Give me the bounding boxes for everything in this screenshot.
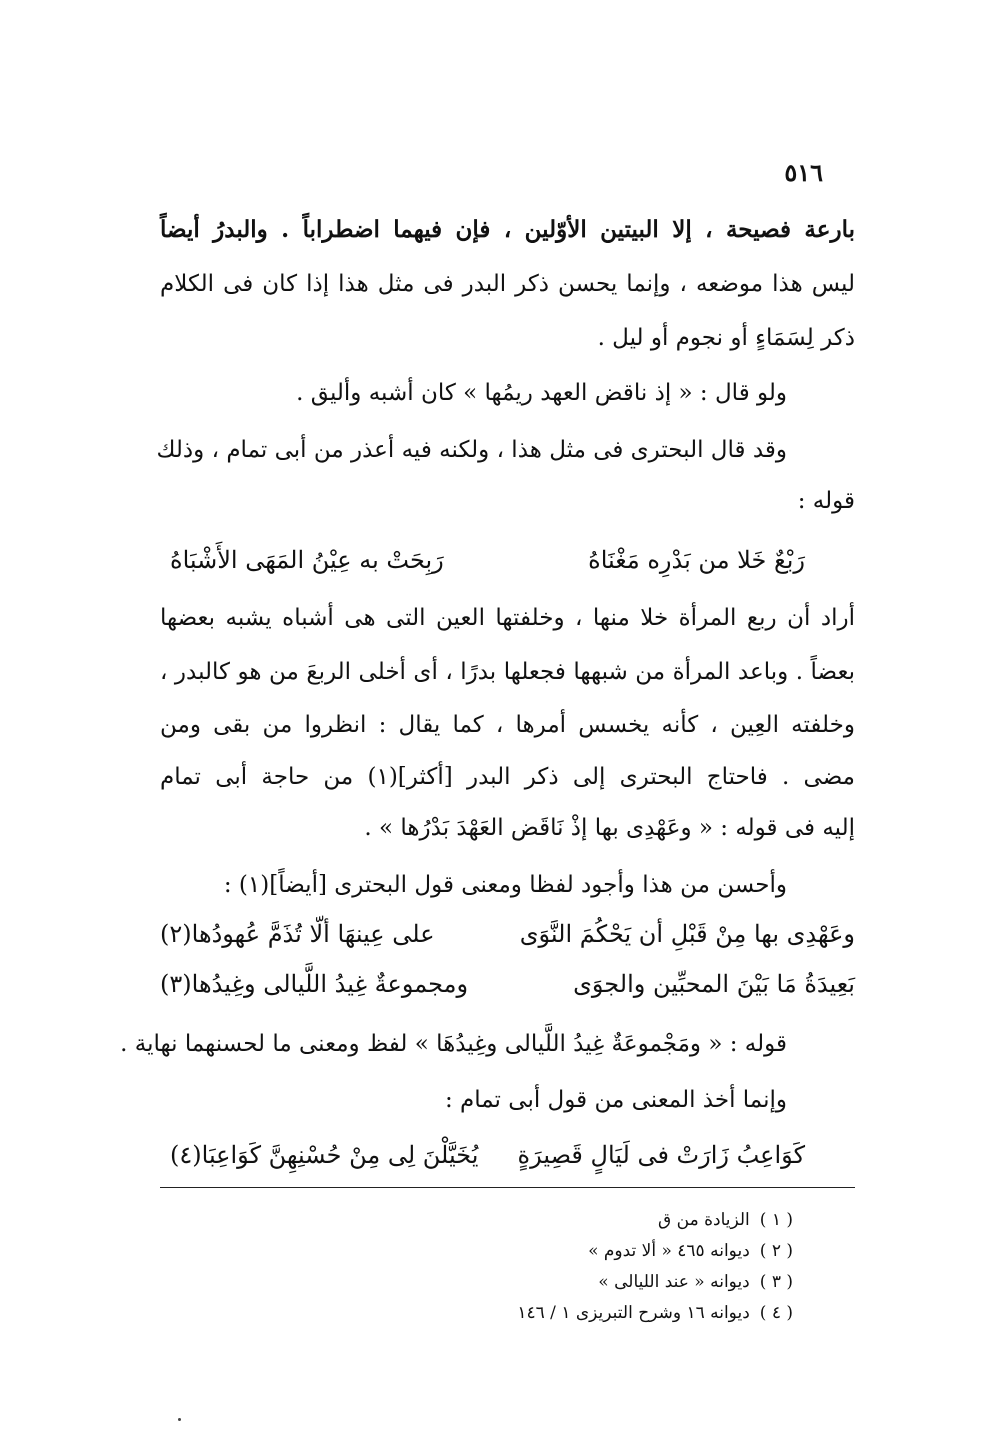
paragraph-3-line-1: وقد قال البحترى فى مثل هذا ، ولكنه فيه أعذر من أبى تمام ، وذلك	[156, 437, 787, 463]
footnote-1-text: الزيادة من ق	[658, 1210, 750, 1230]
verse-1-second-hemistich: رَبِحَتْ به عِيْنُ المَهَى الأَشْبَاهُ	[170, 546, 444, 574]
page-number: ٥١٦	[784, 158, 823, 187]
paragraph-1-line-3: ذكر لِسَمَاءٍ أو نجوم أو ليل .	[597, 325, 855, 351]
footnote-1-number: ( ١ )	[759, 1210, 793, 1230]
footnote-4-text: ديوانه ١٦ وشرح التبريزى ١ / ١٤٦	[517, 1303, 750, 1323]
paragraph-2: ولو قال : « إذ ناقض العهد ريمُها » كان أشبه وأليق .	[296, 380, 787, 406]
paragraph-4-line-5: إليه فى قوله : « وعَهْدِى بها إذْ نَاقَض العَهْدَ بَدْرُها » .	[364, 815, 855, 841]
footnote-separator	[160, 1187, 855, 1188]
footnote-3	[598, 1269, 793, 1295]
paragraph-6-line-1: قوله : « ومَجْموعَةٌ غِيدُ اللَّيالى وغِيدُهَا » لفظ ومعنى ما لحسنهما نهاية .	[120, 1031, 787, 1057]
verse-3-second-hemistich: ومجموعةٌ غِيدُ اللَّيالى وغِيدُها(٣)	[160, 970, 469, 998]
footnote-4	[517, 1300, 793, 1326]
footnote-2-text: ديوانه ٤٦٥ « ألا تدوم »	[588, 1241, 750, 1261]
verse-2	[160, 914, 855, 954]
verse-2-first-hemistich: وعَهْدِى بها مِنْ قَبْلِ أن يَحْكُمَ النَّوَى	[519, 920, 855, 948]
verse-3	[160, 964, 855, 1004]
paragraph-1-line-1: بارعة فصيحة ، إلا البيتين الأوّلين ، فإن فيهما اضطراباً . والبدرُ أيضاً	[160, 216, 855, 243]
footnote-3-text: ديوانه « عند الليالى »	[598, 1272, 750, 1292]
footnote-1	[658, 1207, 793, 1233]
footnote-3-number: ( ٣ )	[759, 1272, 793, 1292]
verse-1-first-hemistich: رَبْعٌ خَلا من بَدْرِه مَغْنَاهُ	[588, 546, 805, 574]
footnote-2	[588, 1238, 793, 1264]
verse-4-second-hemistich: يُخَيَّلْنَ لِى مِنْ حُسْنِهِنَّ كَوَاعِبَا(٤)	[170, 1141, 479, 1169]
verse-1	[160, 540, 855, 580]
verse-4-first-hemistich: كَوَاعِبُ زَارَتْ فى لَيَالٍ قَصِيرَةٍ	[517, 1141, 805, 1169]
scan-speck	[178, 1418, 181, 1421]
paragraph-3-line-2: قوله :	[797, 488, 855, 514]
footnote-4-number: ( ٤ )	[759, 1303, 793, 1323]
paragraph-1-line-2: ليس هذا موضعه ، وإنما يحسن ذكر البدر فى مثل هذا إذا كان فى الكلام	[160, 271, 855, 297]
verse-2-second-hemistich: على عِينهَا ألّا تُذَمَّ عُهودُها(٢)	[160, 920, 435, 948]
paragraph-4-line-1: أراد أن ربع المرأة خلا منها ، وخلفتها العين التى هى أشباه يشبه بعضها	[160, 605, 855, 631]
verse-3-first-hemistich: بَعِيدَةُ مَا بَيْنَ المحبِّين والجوَى	[573, 970, 855, 998]
paragraph-4-line-2: بعضاً . وباعد المرأة من شبهها فجعلها بدرًا ، أى أخلى الربعَ من هو كالبدر ،	[160, 659, 855, 685]
footnote-2-number: ( ٢ )	[759, 1241, 793, 1261]
paragraph-6-line-2: وإنما أخذ المعنى من قول أبى تمام :	[444, 1087, 787, 1113]
paragraph-5: وأحسن من هذا وأجود لفظا ومعنى قول البحترى [أيضاً](١) :	[223, 872, 787, 898]
paragraph-4-line-4: مضى . فاحتاج البحترى إلى ذكر البدر [أكثر](١) من حاجة أبى تمام	[160, 764, 855, 790]
paragraph-4-line-3: وخلفته العِين ، كأنه يخسس أمرها ، كما يقال : انظروا من بقى ومن	[160, 712, 855, 738]
verse-4	[160, 1135, 855, 1175]
